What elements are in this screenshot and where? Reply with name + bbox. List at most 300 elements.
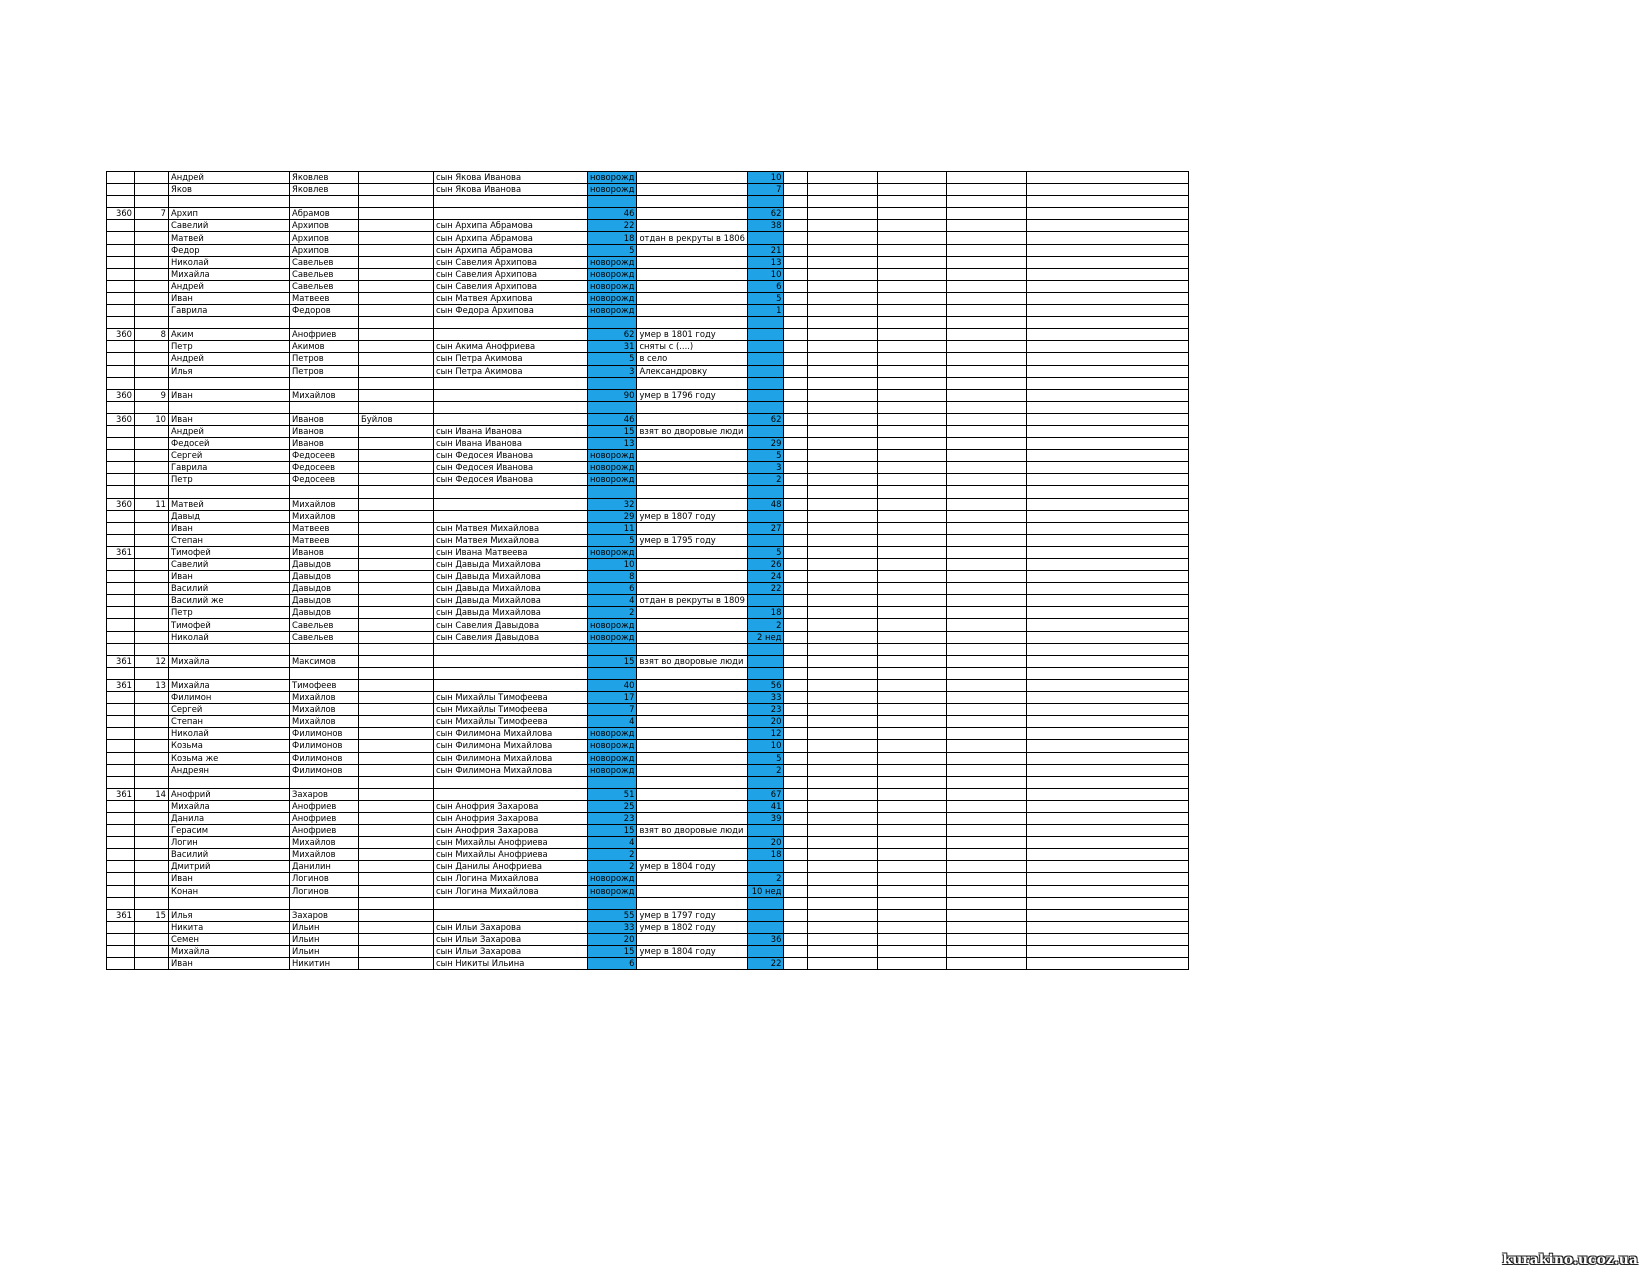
cell-patronymic: Ильин [290,933,359,945]
cell-extra2 [808,946,878,958]
cell-relation: сын Петра Акимова [434,365,588,377]
cell-note [637,196,748,208]
cell-extra4 [947,341,1027,353]
cell-note [637,438,748,450]
cell-extra4 [947,873,1027,885]
cell-extra1 [784,546,808,558]
table-row [107,667,1189,679]
cell-extra3 [878,764,947,776]
cell-extra2 [808,837,878,849]
cell-extra4 [947,268,1027,280]
table-row [107,958,1189,970]
cell-age-1811: 41 [748,800,784,812]
cell-age-1795 [588,486,637,498]
cell-age-1811: 2 [748,474,784,486]
cell-extra5 [1027,317,1189,329]
cell-note [637,571,748,583]
cell-extra4 [947,631,1027,643]
cell-age-1795: 2 [588,607,637,619]
cell-age-1811 [748,921,784,933]
cell-first-name: Архип [169,208,290,220]
cell-relation: сын Филимона Михайлова [434,752,588,764]
cell-age-1795: 55 [588,909,637,921]
cell-first-name: Анофрий [169,788,290,800]
cell-age-1811 [748,776,784,788]
cell-first-name: Андрей [169,353,290,365]
table-row [107,583,1189,595]
cell-extra1 [784,897,808,909]
cell-relation: сын Матвея Михайлова [434,534,588,546]
cell-surname [359,365,434,377]
table-row [107,317,1189,329]
cell-extra5 [1027,897,1189,909]
cell-extra2 [808,861,878,873]
cell-extra3 [878,534,947,546]
cell-surname [359,546,434,558]
cell-extra1 [784,413,808,425]
cell-surname [359,885,434,897]
cell-surname [359,946,434,958]
cell-extra3 [878,933,947,945]
cell-extra5 [1027,268,1189,280]
cell-extra3 [878,825,947,837]
cell-patronymic: Михайлов [290,692,359,704]
cell-extra1 [784,522,808,534]
cell-surname [359,607,434,619]
cell-first-name: Илья [169,365,290,377]
cell-surname [359,921,434,933]
cell-first-name [169,317,290,329]
cell-extra3 [878,450,947,462]
cell-household [135,704,169,716]
cell-extra5 [1027,764,1189,776]
table-row [107,752,1189,764]
cell-age-1795: новорожд [588,256,637,268]
cell-age-1795: новорожд [588,450,637,462]
cell-age-1795: 7 [588,704,637,716]
cell-extra4 [947,317,1027,329]
cell-extra5 [1027,716,1189,728]
cell-age-1811: 18 [748,849,784,861]
cell-extra5 [1027,728,1189,740]
cell-patronymic: Акимов [290,341,359,353]
cell-patronymic [290,667,359,679]
cell-surname [359,438,434,450]
table-row [107,353,1189,365]
cell-note [637,292,748,304]
cell-age-1795: 11 [588,522,637,534]
cell-surname [359,692,434,704]
cell-surname [359,837,434,849]
cell-extra2 [808,486,878,498]
cell-extra4 [947,921,1027,933]
table-row [107,679,1189,691]
cell-household [135,643,169,655]
cell-age-1811 [748,486,784,498]
cell-extra2 [808,413,878,425]
cell-extra2 [808,692,878,704]
cell-relation: сын Данилы Анофриева [434,861,588,873]
cell-note [637,462,748,474]
cell-extra3 [878,849,947,861]
cell-first-name: Савелий [169,220,290,232]
cell-page [107,619,135,631]
cell-relation: сын Матвея Михайлова [434,522,588,534]
cell-extra1 [784,220,808,232]
cell-extra5 [1027,946,1189,958]
cell-note: умер в 1796 году [637,389,748,401]
cell-household [135,716,169,728]
cell-patronymic: Тимофеев [290,679,359,691]
cell-first-name: Михайла [169,268,290,280]
cell-note [637,788,748,800]
cell-note [637,692,748,704]
cell-note [637,933,748,945]
cell-page [107,764,135,776]
cell-note [637,764,748,776]
cell-page [107,728,135,740]
cell-extra5 [1027,329,1189,341]
cell-age-1811 [748,196,784,208]
cell-age-1811 [748,389,784,401]
cell-extra4 [947,571,1027,583]
cell-patronymic [290,643,359,655]
cell-surname [359,522,434,534]
cell-household [135,184,169,196]
cell-household [135,220,169,232]
cell-extra2 [808,220,878,232]
cell-extra5 [1027,389,1189,401]
cell-age-1795: новорожд [588,462,637,474]
cell-note [637,800,748,812]
cell-extra4 [947,764,1027,776]
cell-patronymic: Петров [290,353,359,365]
table-row [107,595,1189,607]
cell-note [637,740,748,752]
cell-extra4 [947,256,1027,268]
cell-extra5 [1027,305,1189,317]
cell-extra3 [878,510,947,522]
cell-extra4 [947,450,1027,462]
cell-page [107,280,135,292]
cell-relation [434,317,588,329]
cell-age-1811: 6 [748,280,784,292]
cell-note: умер в 1797 году [637,909,748,921]
cell-extra3 [878,474,947,486]
cell-extra3 [878,559,947,571]
cell-extra5 [1027,534,1189,546]
cell-age-1811: 39 [748,812,784,824]
cell-extra1 [784,498,808,510]
cell-age-1811: 67 [748,788,784,800]
cell-patronymic: Архипов [290,244,359,256]
cell-age-1811: 27 [748,522,784,534]
cell-relation [434,897,588,909]
cell-extra4 [947,825,1027,837]
cell-age-1795: новорожд [588,474,637,486]
cell-household [135,474,169,486]
cell-extra1 [784,946,808,958]
cell-extra4 [947,619,1027,631]
cell-first-name: Василий [169,849,290,861]
cell-extra1 [784,933,808,945]
cell-first-name: Матвей [169,232,290,244]
cell-extra2 [808,389,878,401]
table-row [107,413,1189,425]
cell-extra1 [784,353,808,365]
cell-extra2 [808,292,878,304]
cell-age-1811: 62 [748,413,784,425]
cell-patronymic: Михайлов [290,716,359,728]
cell-patronymic: Абрамов [290,208,359,220]
cell-extra3 [878,837,947,849]
cell-extra3 [878,885,947,897]
cell-extra5 [1027,546,1189,558]
cell-page [107,534,135,546]
cell-page [107,825,135,837]
cell-surname [359,643,434,655]
cell-relation [434,377,588,389]
cell-extra2 [808,897,878,909]
cell-page [107,607,135,619]
cell-page [107,837,135,849]
cell-note: отдан в рекруты в 1809 [637,595,748,607]
cell-household [135,486,169,498]
cell-first-name [169,776,290,788]
cell-extra1 [784,607,808,619]
cell-first-name: Степан [169,716,290,728]
cell-page [107,401,135,413]
cell-extra4 [947,958,1027,970]
cell-extra3 [878,571,947,583]
cell-extra1 [784,438,808,450]
cell-extra2 [808,341,878,353]
cell-note [637,377,748,389]
cell-extra4 [947,812,1027,824]
cell-first-name: Никита [169,921,290,933]
cell-note [637,728,748,740]
table-row [107,220,1189,232]
cell-age-1811 [748,401,784,413]
cell-extra5 [1027,474,1189,486]
cell-age-1811 [748,825,784,837]
cell-first-name: Савелий [169,559,290,571]
cell-age-1795: 8 [588,571,637,583]
cell-relation: сын Анофрия Захарова [434,800,588,812]
cell-relation [434,643,588,655]
cell-age-1795: 18 [588,232,637,244]
cell-extra2 [808,510,878,522]
cell-extra5 [1027,861,1189,873]
cell-extra1 [784,256,808,268]
cell-extra5 [1027,752,1189,764]
cell-age-1795: новорожд [588,631,637,643]
cell-extra3 [878,752,947,764]
cell-age-1795: 4 [588,595,637,607]
cell-household [135,776,169,788]
cell-note [637,280,748,292]
table-row [107,196,1189,208]
cell-note [637,679,748,691]
cell-extra4 [947,728,1027,740]
cell-household [135,450,169,462]
cell-extra3 [878,425,947,437]
cell-extra2 [808,365,878,377]
cell-patronymic: Анофриев [290,825,359,837]
cell-extra3 [878,184,947,196]
cell-age-1811 [748,667,784,679]
cell-extra4 [947,232,1027,244]
cell-page [107,462,135,474]
cell-surname [359,510,434,522]
cell-surname [359,704,434,716]
cell-extra1 [784,389,808,401]
cell-surname [359,933,434,945]
cell-age-1795: 46 [588,208,637,220]
cell-age-1811: 13 [748,256,784,268]
cell-extra3 [878,921,947,933]
cell-note [637,546,748,558]
cell-first-name: Аким [169,329,290,341]
cell-relation [434,776,588,788]
cell-extra4 [947,546,1027,558]
cell-note [637,667,748,679]
cell-extra3 [878,546,947,558]
cell-extra5 [1027,679,1189,691]
cell-extra3 [878,353,947,365]
cell-household [135,268,169,280]
cell-page [107,752,135,764]
cell-extra2 [808,619,878,631]
cell-age-1795: 29 [588,510,637,522]
cell-age-1811: 33 [748,692,784,704]
table-row [107,208,1189,220]
cell-extra2 [808,583,878,595]
cell-extra5 [1027,595,1189,607]
cell-extra3 [878,667,947,679]
cell-extra5 [1027,196,1189,208]
cell-page: 360 [107,413,135,425]
table-row [107,498,1189,510]
cell-extra1 [784,317,808,329]
cell-extra2 [808,849,878,861]
cell-extra3 [878,208,947,220]
cell-page [107,377,135,389]
cell-patronymic: Савельев [290,631,359,643]
cell-extra2 [808,655,878,667]
cell-surname [359,280,434,292]
cell-first-name: Иван [169,873,290,885]
cell-age-1811 [748,425,784,437]
cell-note [637,837,748,849]
cell-surname [359,728,434,740]
cell-extra3 [878,244,947,256]
cell-age-1811: 10 нед [748,885,784,897]
cell-household: 9 [135,389,169,401]
cell-note [637,704,748,716]
cell-age-1811: 62 [748,208,784,220]
cell-extra4 [947,776,1027,788]
table-row [107,740,1189,752]
cell-patronymic: Михайлов [290,498,359,510]
cell-household [135,438,169,450]
cell-household [135,256,169,268]
cell-extra1 [784,800,808,812]
cell-note [637,268,748,280]
cell-extra2 [808,268,878,280]
cell-extra4 [947,305,1027,317]
table-row [107,897,1189,909]
table-row [107,184,1189,196]
cell-age-1811: 3 [748,462,784,474]
cell-relation: сын Савелия Давыдова [434,631,588,643]
cell-extra4 [947,885,1027,897]
cell-extra4 [947,679,1027,691]
cell-relation: сын Ивана Иванова [434,438,588,450]
cell-age-1795: 31 [588,341,637,353]
table-row [107,921,1189,933]
cell-relation [434,667,588,679]
cell-note [637,172,748,184]
cell-extra3 [878,800,947,812]
cell-age-1811 [748,861,784,873]
cell-page: 360 [107,389,135,401]
cell-page: 361 [107,788,135,800]
cell-extra3 [878,486,947,498]
cell-extra2 [808,401,878,413]
cell-extra3 [878,788,947,800]
table-row [107,486,1189,498]
cell-first-name: Семен [169,933,290,945]
cell-age-1795 [588,196,637,208]
cell-patronymic: Давыдов [290,607,359,619]
cell-extra4 [947,462,1027,474]
cell-page [107,704,135,716]
cell-age-1811: 29 [748,438,784,450]
cell-household [135,534,169,546]
cell-age-1795: 15 [588,655,637,667]
cell-household: 10 [135,413,169,425]
cell-age-1795: 51 [588,788,637,800]
cell-extra2 [808,256,878,268]
cell-extra5 [1027,873,1189,885]
cell-relation: сын Анофрия Захарова [434,825,588,837]
cell-age-1811: 56 [748,679,784,691]
cell-household [135,946,169,958]
table-row [107,655,1189,667]
cell-surname [359,256,434,268]
cell-relation: сын Михайлы Анофриева [434,849,588,861]
cell-age-1795: 17 [588,692,637,704]
cell-extra1 [784,450,808,462]
cell-age-1795: 5 [588,244,637,256]
cell-age-1811 [748,317,784,329]
cell-note [637,498,748,510]
cell-household: 15 [135,909,169,921]
cell-age-1811: 18 [748,607,784,619]
cell-first-name: Козьма [169,740,290,752]
cell-note: умер в 1795 году [637,534,748,546]
cell-extra5 [1027,559,1189,571]
cell-extra4 [947,583,1027,595]
cell-household: 11 [135,498,169,510]
cell-surname [359,450,434,462]
table-row [107,172,1189,184]
cell-note [637,873,748,885]
cell-age-1811 [748,897,784,909]
cell-age-1795: 5 [588,353,637,365]
cell-extra1 [784,619,808,631]
